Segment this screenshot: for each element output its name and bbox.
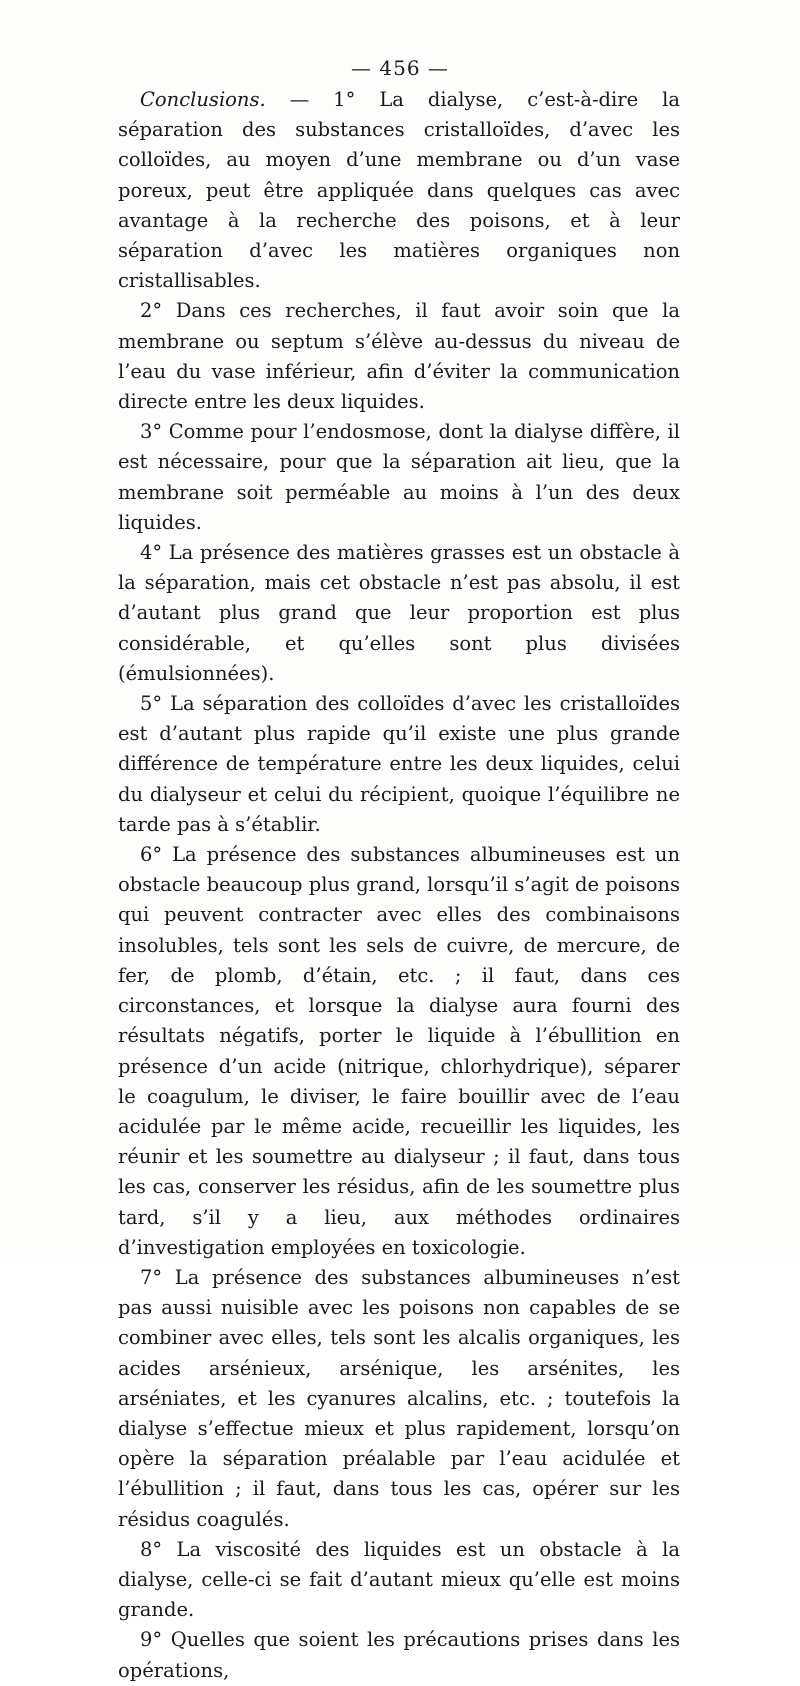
paragraph-7: 7° La présence des substances albumineuses n’est pas aussi nuisible avec les poisons non capables de se combiner avec elles, tels sont les alcalis organiques, les acides arsénieux, arsénique, les arsénites, les arséniates, et les cyanures alcalins, etc. ; toutefois la dialyse s’effectue mieux et plus rapidement, lorsqu’on opère la séparation préalable par l’eau acidulée et l’ébullition ; il faut, dans tous les cas, opérer sur les résidus coagulés. — [118, 1265, 680, 1531]
paragraph-2: 2° Dans ces recherches, il faut avoir soin que la membrane ou septum s’élève au-dessus du niveau de l’eau du vase inférieur, afin d’éviter la communication directe entre les deux liquides. — [118, 299, 680, 414]
paragraph-1 — [118, 85, 680, 296]
paragraph-5: 5° La séparation des colloïdes d’avec les cristalloïdes est d’autant plus rapide qu’il existe une plus grande différence de température entre les deux liquides, celui du dialyseur et celui du récipient, quoique l’équilibre ne tarde pas à s’établir. — [118, 692, 680, 836]
conclusions-section — [118, 85, 680, 1686]
paragraph-9: 9° Quelles que soient les précautions prises dans les opérations, — [118, 1628, 680, 1682]
paragraph-1-text: — 1° La dialyse, c’est-à-dire la séparation des substances cristalloïdes, d’avec les colloïdes, au moyen d’une membrane ou d’un vase poreux, peut être appliquée dans quelques cas avec avantage à la recherche des poisons, et à leur séparation d’avec les matières organiques non cristallisables. — [118, 88, 680, 293]
paragraph-8: 8° La viscosité des liquides est un obstacle à la dialyse, celle-ci se fait d’autant mieux qu’elle est moins grande. — [118, 1537, 680, 1622]
conclusions-heading: Conclusions. — [140, 88, 266, 111]
paragraph-6: 6° La présence des substances albumineuses est un obstacle beaucoup plus grand, lorsqu’il s’agit de poisons qui peuvent contracter avec elles des combinaisons insolubles, tels sont les sels de cuivre, de mercure, de fer, de plomb, d’étain, etc. ; il faut, dans ces circonstances, et lorsque la dialyse aura fourni des résultats négatifs, porter le liquide à l’ébullition en présence d’un acide (nitrique, chlorhydrique), séparer le coagulum, le diviser, le faire bouillir avec de l’eau acidulée par le même acide, recueillir les liquides, les réunir et les soumettre au dialyseur ; il faut, dans tous les cas, conserver les résidus, afin de les soumettre plus tard, s’il y a lieu, aux méthodes ordinaires d’investigation employées en toxicologie. — [118, 843, 680, 1259]
page-number: — 456 — — [351, 56, 449, 80]
paragraph-4: 4° La présence des matières grasses est un obstacle à la séparation, mais cet obstacle n’est pas absolu, il est d’autant plus grand que leur proportion est plus considérable, et qu’elles sont plus divisées (émulsionnées). — [118, 541, 680, 685]
paragraph-3: 3° Comme pour l’endosmose, dont la dialyse diffère, il est nécessaire, pour que la séparation ait lieu, que la membrane soit perméable au moins à l’un des deux liquides. — [118, 420, 680, 534]
